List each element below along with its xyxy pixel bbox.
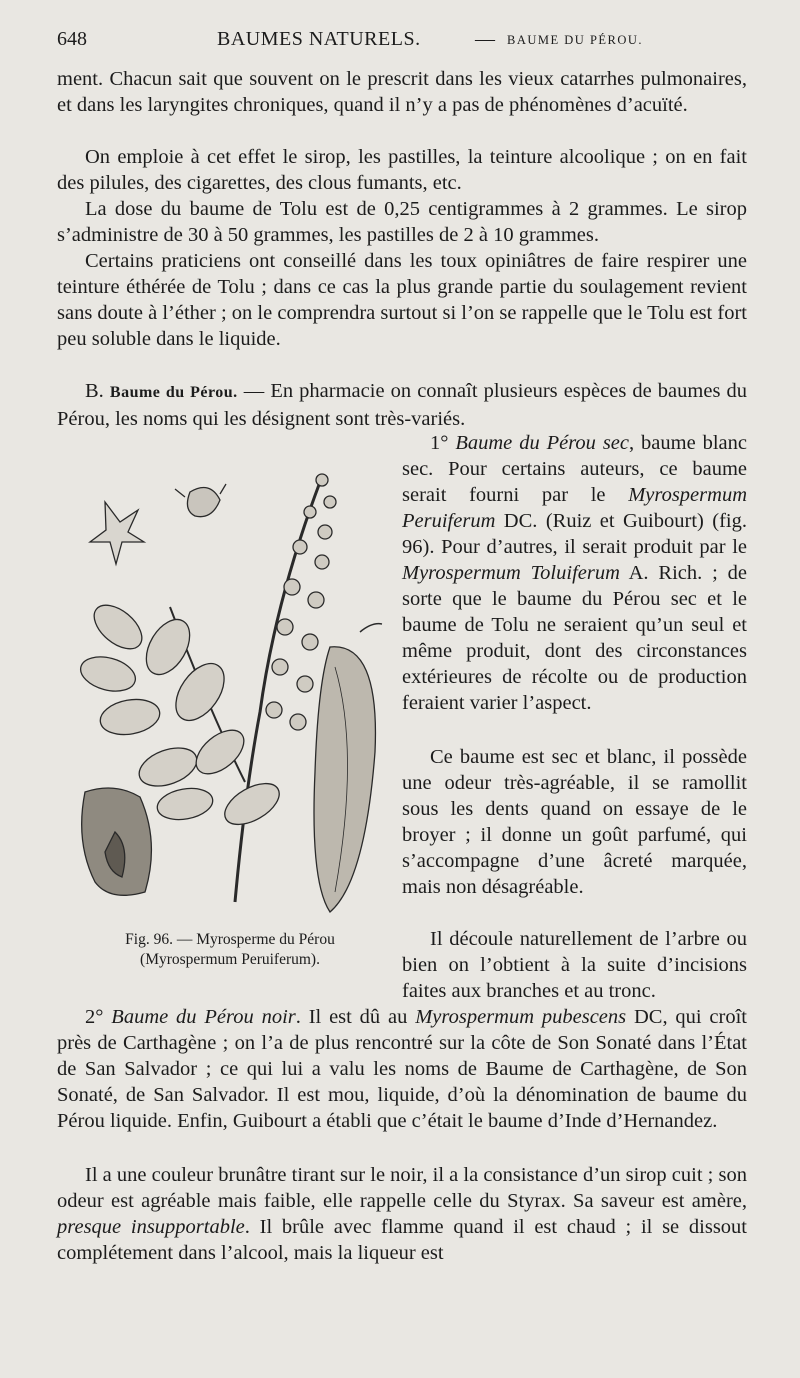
plant-engraving: [60, 452, 390, 922]
section-heading: Baume du Pérou.: [109, 384, 238, 401]
text-span: , baume blanc sec. Pour certains auteurs, ce baume serait fourni par le: [402, 432, 747, 506]
text-span: . Il est dû au: [295, 1006, 416, 1028]
species-name: Myrospermum Peruiferum: [402, 484, 747, 532]
text-span: A. Rich. ; de sorte que le baume du Pérou sec et le baume de Tolu ne seraient qu’un seul et même produit, dont des circonstances extérieures de récolte ou de production feraient varier l’aspect.: [402, 562, 748, 714]
species-name: Myrospermum Toluiferum: [402, 562, 620, 584]
paragraph-5: [57, 378, 747, 432]
caption-line-1: Fig. 96. — Myrosperme du Pérou: [125, 931, 335, 948]
right-paragraph-1: [402, 430, 747, 716]
header-title: BAUMES NATURELS.: [217, 28, 421, 50]
paragraph-description: [57, 1162, 747, 1266]
caption-line-2: (Myrospermum Peruiferum).: [140, 951, 320, 968]
figure-caption: [70, 930, 390, 970]
figure-96-illustration: [60, 452, 390, 922]
emphasis-text: presque insupportable: [57, 1216, 245, 1238]
text-span: DC. (Ruiz et Guibourt) (fig. 96). Pour d’autres, il serait produit par le: [402, 510, 747, 558]
header-subtitle: BAUME DU PÉROU.: [507, 33, 644, 47]
paragraph-4: Certains praticiens ont conseillé dans les toux opiniâtres de faire respirer une teinture éthérée de Tolu ; dans ce cas la plus grande partie du soulagement revient sans doute à l’éther ; on le comprendra surtout si l’on se rappelle que le Tolu est fort peu soluble dans le liquide.: [57, 250, 747, 350]
paragraph-1: ment. Chacun sait que souvent on le prescrit dans les vieux catarrhes pulmonaires, et dans les laryngites chroniques, quand il n’y a pas de phénomènes d’acuïté.: [57, 68, 747, 116]
page-number: 648: [57, 28, 87, 50]
paragraph-black-balsam: [57, 1004, 747, 1134]
flower-detail-icon: [90, 484, 226, 564]
species-name: Myrospermum pubescens: [415, 1006, 627, 1028]
list-number: 2°: [85, 1006, 112, 1028]
term-dry-balsam: Baume du Pérou sec: [455, 432, 630, 454]
text-span: . Il brûle avec flamme quand il est chaud ; il se dissout complétement dans l’alcool, mais la liqueur est: [57, 1216, 747, 1264]
list-number: 1°: [430, 432, 456, 454]
right-paragraph-2: Ce baume est sec et blanc, il possède une odeur très-agréable, il se ramollit sous les dents quand on essaye de le broyer ; il donne un goût parfumé, qui s’accompagne d’une âcreté marquée, mais non désagréable.: [402, 746, 747, 898]
paragraph-3: La dose du baume de Tolu est de 0,25 centigrammes à 2 grammes. Le sirop s’administre de 30 à 50 grammes, les pastilles de 2 à 10 grammes.: [57, 198, 747, 246]
right-paragraph-3: Il découle naturellement de l’arbre ou bien on l’obtient à la suite d’incisions faites aux branches et au tronc.: [402, 928, 747, 1002]
section-intro: — En pharmacie on connaît plusieurs espèces de baumes du Pérou, les noms qui les désignent sont très-variés.: [57, 380, 748, 430]
header-dash: —: [475, 28, 495, 50]
section-label: B.: [85, 380, 104, 402]
term-black-balsam: Baume du Pérou noir: [111, 1006, 296, 1028]
running-header: [57, 24, 747, 58]
text-span: Il a une couleur brunâtre tirant sur le noir, il a la consistance d’un sirop cuit ; son odeur est agréable mais faible, elle rappelle celle du Styrax. Sa saveur est amère,: [57, 1164, 747, 1212]
text-span: DC, qui croît près de Carthagène ; on l’a de plus rencontré sur la côte de Son Sonaté dans l’État de San Salvador ; ce qui lui a valu les noms de Baume de Carthagène, de Son Sonaté, de San Salvador. Il est mou, liquide, d’où la dénomination de baume du Pérou liquide. Enfin, Guibourt a établi que c’était le baume d’Inde d’Hernandez.: [57, 1006, 748, 1132]
paragraph-2: On emploie à cet effet le sirop, les pastilles, la teinture alcoolique ; on en fait des pilules, des cigarettes, des clous fumants, etc.: [57, 146, 747, 194]
